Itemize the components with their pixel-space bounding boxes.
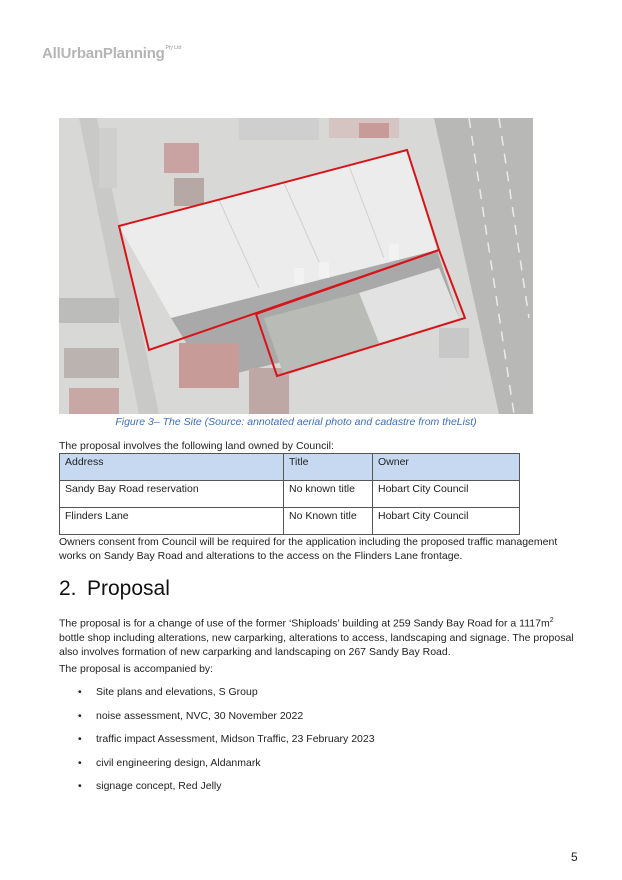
logo-suffix: Pty Ltd: [165, 45, 182, 51]
proposal-text-after: bottle shop including alterations, new carparking, alterations to access, landscaping and signage. The proposal also involves formation of new carparking and landscaping on 267 Sandy Bay Road.: [59, 631, 574, 658]
list-item: [59, 757, 375, 781]
list-item: [59, 733, 375, 757]
bullet-icon: •: [78, 709, 82, 722]
page-number: 5: [571, 850, 578, 864]
list-item-text: noise assessment, NVC, 30 November 2022: [96, 709, 304, 722]
bullet-icon: •: [78, 756, 82, 769]
figure-caption: Figure 3– The Site (Source: annotated aerial photo and cadastre from theList): [115, 416, 477, 428]
list-item-text: signage concept, Red Jelly: [96, 780, 222, 792]
cell-title: No Known title: [284, 508, 373, 535]
accompanied-list: [59, 686, 375, 804]
aerial-photo: [59, 118, 533, 414]
list-item: [59, 686, 375, 710]
list-item: [59, 780, 375, 804]
consent-paragraph: Owners consent from Council will be required for the application including the proposed traffic management works on Sandy Bay Road and alterations to the access on the Flinders Lane frontage.: [59, 536, 558, 562]
section-title: Proposal: [87, 577, 170, 600]
proposal-text-before: The proposal is for a change of use of the former ‘Shiploads’ building at 259 Sandy Bay Road for a 1117m: [59, 617, 550, 630]
bullet-icon: •: [78, 733, 82, 745]
table-header-row: [60, 454, 520, 481]
list-item-text: civil engineering design, Aldanmark: [96, 756, 261, 769]
list-item-text: Site plans and elevations, S Group: [96, 686, 258, 698]
header-title: Title: [284, 454, 373, 481]
company-logo: [42, 45, 181, 62]
header-address: Address: [60, 454, 284, 481]
header-owner: Owner: [373, 454, 520, 481]
cell-owner: Hobart City Council: [373, 508, 520, 535]
table-row: [60, 481, 520, 508]
list-item-text: traffic impact Assessment, Midson Traffic, 23 February 2023: [96, 733, 375, 745]
proposal-superscript: 2: [549, 617, 554, 624]
cell-title: No known title: [284, 481, 373, 508]
proposal-paragraph: [59, 614, 579, 659]
section-heading: [59, 577, 170, 601]
list-item: [59, 710, 375, 734]
land-intro: The proposal involves the following land owned by Council:: [59, 440, 334, 452]
aerial-site-map: [59, 118, 533, 414]
land-table: [59, 453, 520, 535]
bullet-icon: •: [78, 686, 82, 698]
logo-text: AllUrbanPlanning: [42, 45, 165, 62]
table-row: [60, 508, 520, 535]
bullet-icon: •: [78, 780, 82, 792]
cell-owner: Hobart City Council: [373, 481, 520, 508]
accompanied-intro: The proposal is accompanied by:: [59, 663, 214, 675]
section-number: 2.: [59, 577, 77, 600]
cell-address: Sandy Bay Road reservation: [60, 481, 284, 508]
cell-address: Flinders Lane: [60, 508, 284, 535]
